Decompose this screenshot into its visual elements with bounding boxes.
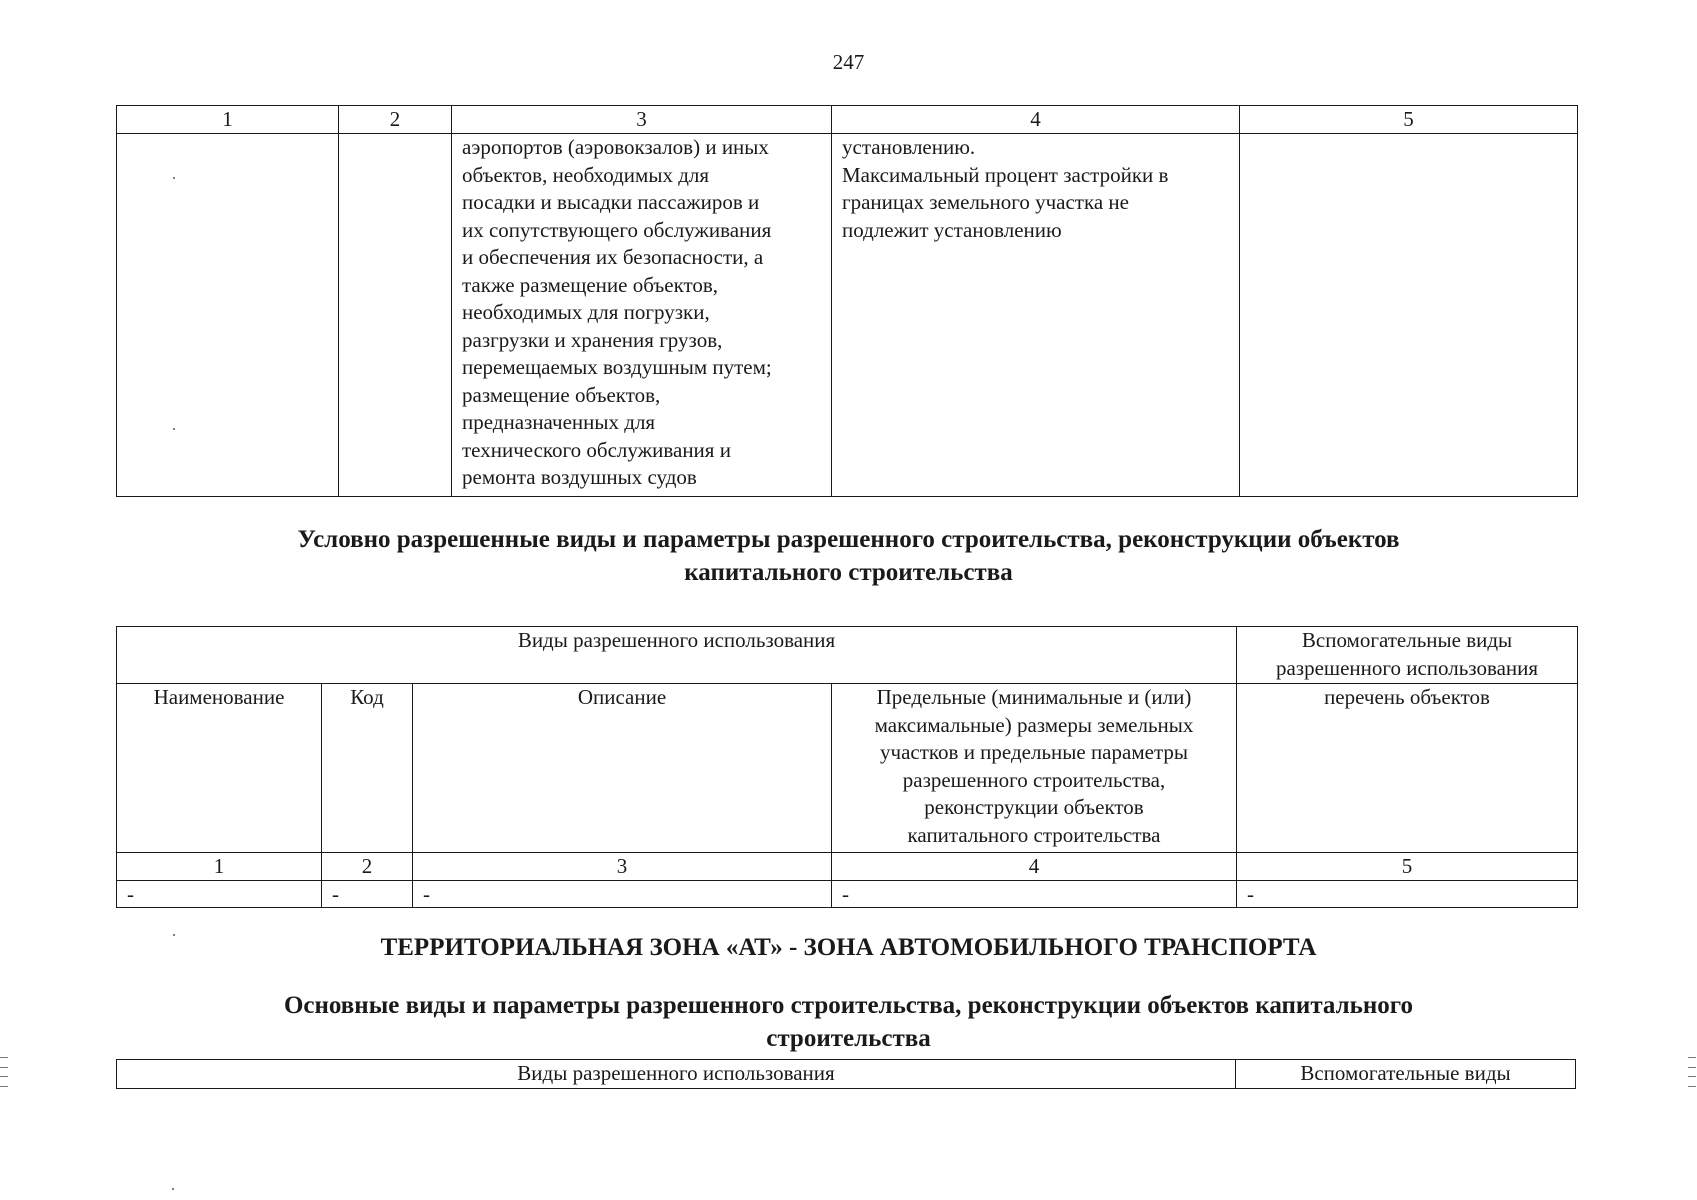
scan-speck	[173, 934, 175, 936]
text-line: предназначенных для	[462, 410, 656, 434]
code-cell: -	[322, 881, 413, 908]
header-line: Вспомогательные виды	[1301, 628, 1513, 652]
column-number: 4	[832, 853, 1237, 881]
text-line: их сопутствующего обслуживания	[462, 217, 772, 242]
text-line: технического обслуживания и	[462, 437, 731, 462]
column-header-row	[117, 684, 1578, 853]
header-line: разрешенного строительства,	[902, 767, 1166, 792]
text-line: установлению.	[842, 135, 976, 159]
text-line: границах земельного участка не	[842, 190, 1129, 214]
column-number: 3	[413, 853, 832, 881]
column-number: 2	[339, 106, 452, 134]
column-number: 5	[1237, 853, 1578, 881]
params-cell	[832, 134, 1240, 497]
heading-line: Основные виды и параметры разрешенного строительства, реконструкции объектов капитального	[283, 992, 1414, 1019]
code-cell	[339, 134, 452, 497]
params-cell: -	[832, 881, 1237, 908]
auxiliary-cell: -	[1237, 881, 1578, 908]
table-row	[117, 134, 1578, 497]
scan-edge-mark	[1688, 1057, 1696, 1087]
text-line: необходимых для погрузки,	[462, 300, 710, 324]
auxiliary-uses-header	[1237, 627, 1578, 684]
description-cell	[452, 134, 832, 497]
scan-edge-mark	[0, 1057, 8, 1087]
scan-speck	[173, 428, 175, 430]
permitted-uses-header: Виды разрешенного использования	[117, 1060, 1236, 1089]
table-row	[117, 881, 1578, 908]
page-number: 247	[832, 50, 865, 74]
column-numbers-row	[117, 106, 1578, 134]
conditional-uses-heading	[0, 523, 1697, 589]
name-cell: -	[117, 881, 322, 908]
column-number: 2	[322, 853, 413, 881]
name-cell	[117, 134, 339, 497]
header-line: Предельные (минимальные и (или)	[876, 685, 1192, 709]
text-line: посадки и высадки пассажиров и	[462, 190, 760, 214]
group-header-row	[117, 627, 1578, 684]
column-number: 4	[832, 106, 1240, 134]
description-cell: -	[413, 881, 832, 908]
header-line: реконструкции объектов	[924, 795, 1144, 819]
auxiliary-cell	[1240, 134, 1578, 497]
text-line: разгрузки и хранения грузов,	[462, 327, 723, 352]
column-numbers-row	[117, 853, 1578, 881]
auxiliary-uses-header: Вспомогательные виды	[1236, 1060, 1576, 1089]
column-number: 1	[117, 853, 322, 881]
header-line: капитального строительства	[907, 822, 1161, 847]
table-continuation	[116, 105, 1578, 497]
text-line: подлежит установлению	[842, 217, 1062, 242]
text-line: и обеспечения их безопасности, а	[462, 245, 764, 269]
group-header-row	[117, 1060, 1576, 1089]
scan-speck	[172, 1188, 174, 1190]
params-header	[832, 684, 1237, 853]
name-header: Наименование	[117, 684, 322, 853]
main-uses-heading	[0, 989, 1697, 1055]
table-conditional-uses	[116, 626, 1578, 908]
code-header: Код	[322, 684, 413, 853]
text-line: перемещаемых воздушным путем;	[462, 355, 772, 379]
text-line: также размещение объектов,	[462, 272, 719, 297]
scan-speck	[173, 177, 175, 179]
description-header: Описание	[413, 684, 832, 853]
header-line: участков и предельные параметры	[880, 740, 1188, 764]
zone-title: ТЕРРИТОРИАЛЬНАЯ ЗОНА «АТ» - ЗОНА АВТОМОБИЛЬНОГО ТРАНСПОРТА	[380, 934, 1317, 961]
text-line: ремонта воздушных судов	[462, 465, 697, 489]
permitted-uses-header: Виды разрешенного использования	[117, 627, 1237, 684]
table-main-uses	[116, 1059, 1576, 1089]
text-line: аэропортов (аэровокзалов) и иных	[462, 135, 769, 159]
column-number: 5	[1240, 106, 1578, 134]
text-line: Максимальный процент застройки в	[842, 162, 1169, 187]
aux-list-header: перечень объектов	[1237, 684, 1578, 853]
heading-line: капитального строительства	[684, 559, 1013, 586]
header-line: разрешенного использования	[1275, 655, 1539, 680]
text-line: размещение объектов,	[462, 382, 661, 407]
header-line: максимальные) размеры земельных	[874, 712, 1194, 737]
text-line: объектов, необходимых для	[462, 162, 710, 187]
column-number: 3	[452, 106, 832, 134]
column-number: 1	[117, 106, 339, 134]
heading-line: строительства	[766, 1025, 931, 1052]
heading-line: Условно разрешенные виды и параметры разрешенного строительства, реконструкции объектов	[297, 526, 1400, 553]
